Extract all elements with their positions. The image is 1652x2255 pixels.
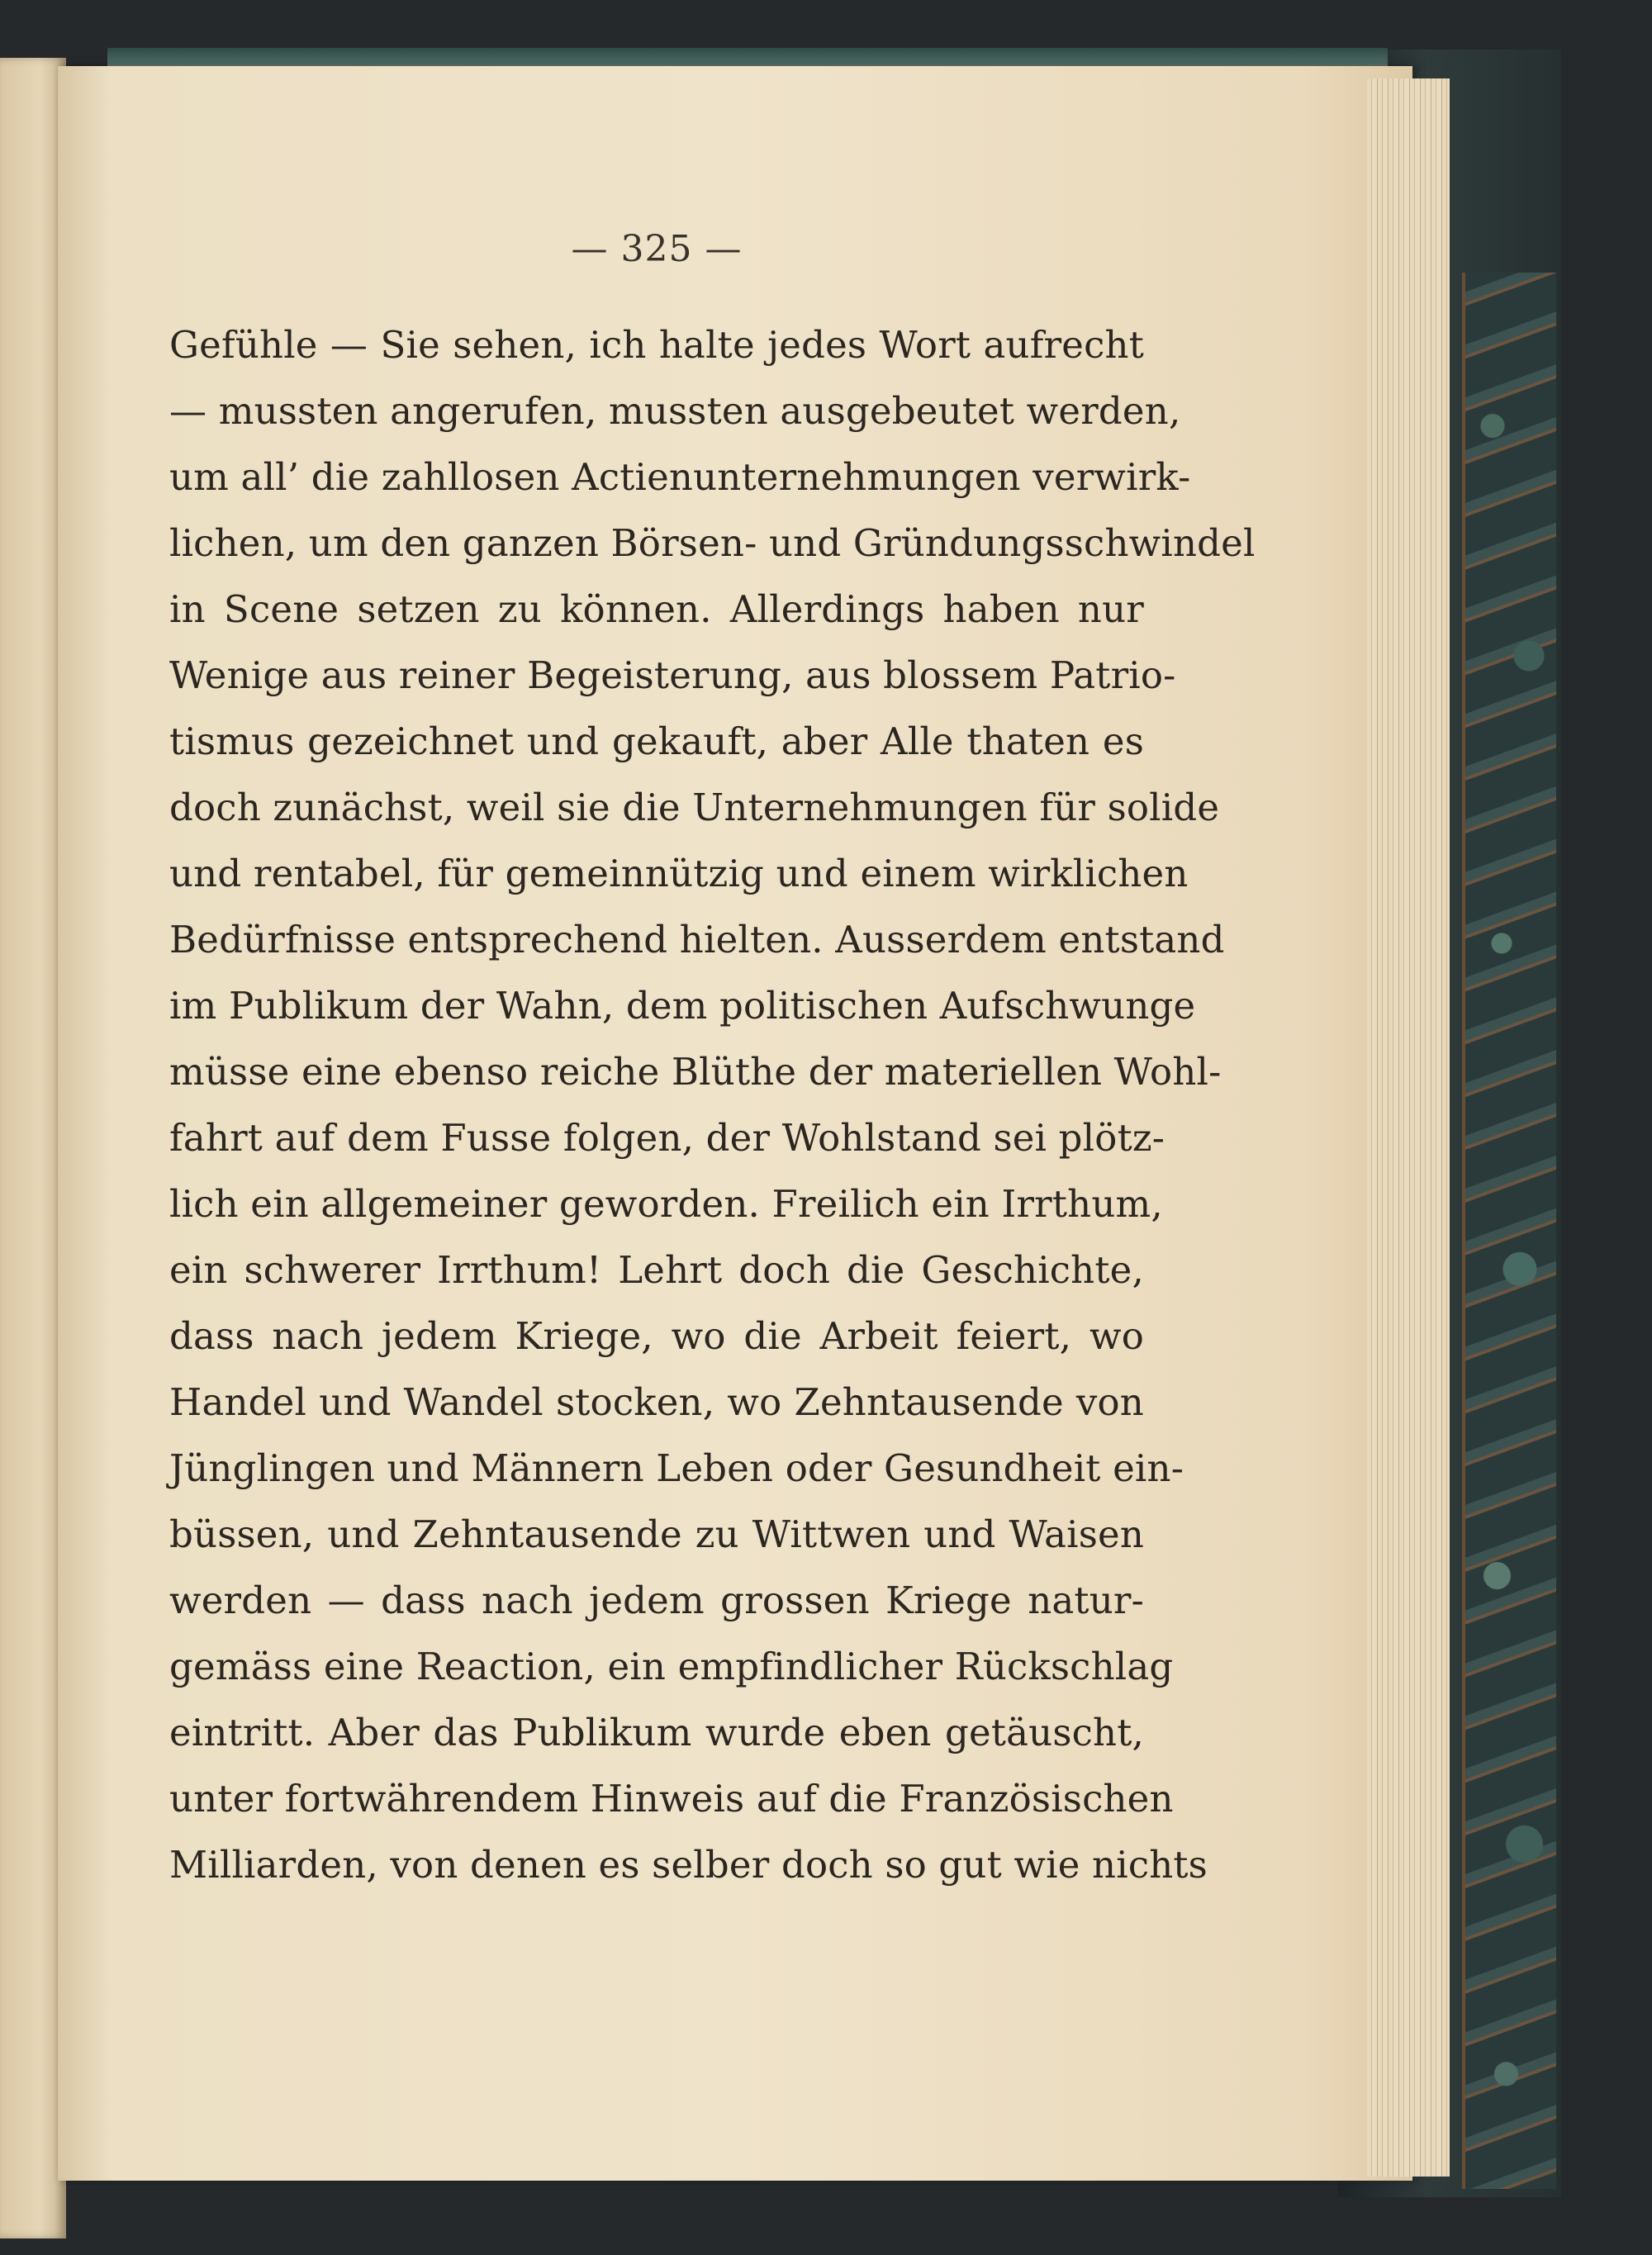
page-number: — 325 — [571, 228, 743, 270]
text-line: im Publikum der Wahn, dem politischen Aufschwunge [169, 984, 1196, 1028]
text-line: Jünglingen und Männern Leben oder Gesundheit ein- [169, 1446, 1184, 1490]
text-line: werden — dass nach jedem grossen Kriege natur- [169, 1578, 1144, 1622]
marbled-endpaper [1462, 273, 1556, 2189]
text-line: fahrt auf dem Fusse folgen, der Wohlstand sei plötz- [169, 1116, 1165, 1160]
text-line: lichen, um den ganzen Börsen- und Gründungsschwindel [169, 521, 1256, 565]
text-line: um all’ die zahllosen Actienunternehmungen verwirk- [169, 455, 1191, 499]
text-line: büssen, und Zehntausende zu Wittwen und Waisen [169, 1512, 1144, 1556]
text-line: müsse eine ebenso reiche Blüthe der materiellen Wohl- [169, 1050, 1222, 1094]
body-text [169, 312, 1256, 1898]
previous-leaf-edge [0, 58, 66, 2238]
text-line: Handel und Wandel stocken, wo Zehntausende von [169, 1380, 1144, 1424]
text-line: doch zunächst, weil sie die Unternehmungen für solide [169, 786, 1220, 829]
text-line: lich ein allgemeiner geworden. Freilich ein Irrthum, [169, 1182, 1163, 1226]
text-line: in Scene setzen zu können. Allerdings haben nur [169, 587, 1144, 631]
text-line: Wenige aus reiner Begeisterung, aus blossem Patrio- [169, 653, 1176, 697]
text-line: Milliarden, von denen es selber doch so gut wie nichts [169, 1843, 1208, 1887]
text-line: gemäss eine Reaction, ein empfindlicher Rückschlag [169, 1645, 1174, 1688]
text-line: eintritt. Aber das Publikum wurde eben getäuscht, [169, 1711, 1144, 1754]
text-line: — mussten angerufen, mussten ausgebeutet werden, [169, 389, 1181, 433]
text-line: Bedürfnisse entsprechend hielten. Ausserdem entstand [169, 918, 1225, 961]
page-edges [1367, 78, 1450, 2177]
text-line: unter fortwährendem Hinweis auf die Französischen [169, 1777, 1174, 1821]
text-line: ein schwerer Irrthum! Lehrt doch die Geschichte, [169, 1248, 1144, 1292]
text-line: dass nach jedem Kriege, wo die Arbeit feiert, wo [169, 1314, 1144, 1358]
text-line: und rentabel, für gemeinnützig und einem wirklichen [169, 852, 1189, 895]
text-line: tismus gezeichnet und gekauft, aber Alle thaten es [169, 719, 1144, 763]
text-line: Gefühle — Sie sehen, ich halte jedes Wort aufrecht [169, 323, 1144, 367]
